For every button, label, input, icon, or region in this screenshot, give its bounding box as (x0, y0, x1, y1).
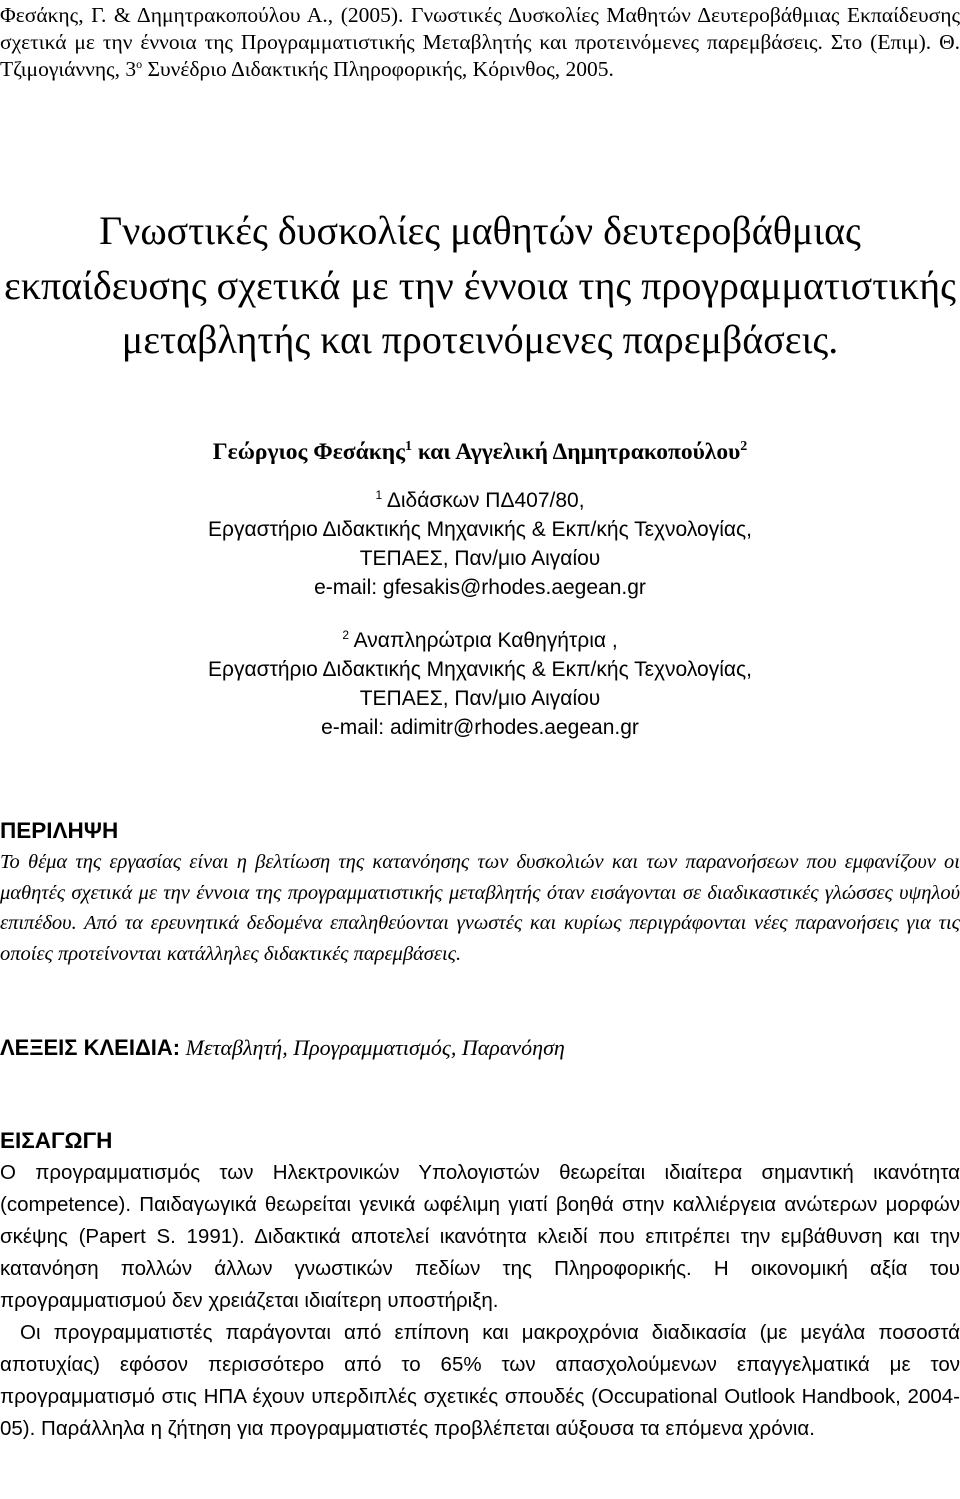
affiliation-1-superscript: 1 (375, 488, 383, 502)
citation-text-end: Συνέδριο Διδακτικής Πληροφορικής, Κόρινθος, 2005. (142, 57, 614, 81)
keywords-values: Μεταβλητή, Προγραμματισμός, Παρανόηση (180, 1035, 565, 1060)
keywords-label: ΛΕΞΕΙΣ ΚΛΕΙΔΙΑ: (0, 1035, 181, 1060)
paper-title: Γνωστικές δυσκολίες μαθητών δευτεροβάθμιας εκπαίδευσης σχετικά με την έννοια της προγραμματιστικής μεταβλητής και προτεινόμενες παρεμβάσεις. (4, 208, 956, 362)
author-line (0, 437, 960, 467)
affiliation-1-role-text: Διδάσκων ΠΔ407/80, (382, 489, 585, 512)
affiliation-1-institution: ΤΕΠΑΕΣ, Παν/μιο Αιγαίου (359, 547, 601, 570)
abstract-heading: ΠΕΡΙΛΗΨΗ (0, 818, 119, 843)
affiliation-2-role (0, 626, 960, 655)
affiliation-2-superscript: 2 (342, 628, 349, 642)
author-1-superscript: 1 (405, 439, 413, 455)
introduction-paragraph-1: Ο προγραμματισμός των Ηλεκτρονικών Υπολογιστών θεωρείται ιδιαίτερα σημαντική ικανότητα (competence). Παιδαγωγικά θεωρείται γενικά ωφέλιμη γιατί βοηθά στην καλλιέργεια ανώτερων μορφών σκέψης (Papert S. 1991). Διδακτικά αποτελεί ικανότητα κλειδί που επιτρέπει την εμβάθυνση και την κατανόηση πολλών άλλων γνωστικών πεδίων της Πληροφορικής. Η οικονομική αξία του προγραμματισμού δεν χρειάζεται ιδιαίτερη υποστήριξη. (0, 1161, 960, 1312)
affiliation-2-institution: ΤΕΠΑΕΣ, Παν/μιο Αιγαίου (359, 687, 601, 710)
affiliation-1 (0, 486, 960, 602)
author-1-name: Γεώργιος Φεσάκης (212, 439, 406, 465)
citation-superscript: ο (136, 56, 143, 71)
affiliation-2-lab: Εργαστήριο Διδακτικής Μηχανικής & Εκπ/κής Τεχνολογίας, (208, 658, 752, 681)
author-2-name: Αγγελική Δημητρακοπούλου (455, 439, 741, 465)
affiliation-1-role (0, 486, 960, 515)
introduction-heading: ΕΙΣΑΓΩΓΗ (0, 1128, 113, 1153)
citation-header (0, 2, 960, 83)
author-connector: και (412, 439, 456, 465)
citation-text: Φεσάκης, Γ. & Δημητρακοπούλου Α., (2005). Γνωστικές Δυσκολίες Μαθητών Δευτεροβάθμιας Εκπαίδευσης σχετικά με την έννοια της Προγραμματιστικής Μεταβλητής και προτεινόμενες παρεμβάσεις. Στο (Επιμ). Θ. Τζιμογιάννης, 3 (0, 3, 960, 81)
affiliation-1-lab: Εργαστήριο Διδακτικής Μηχανικής & Εκπ/κής Τεχνολογίας, (208, 518, 752, 541)
author-2-superscript: 2 (740, 439, 748, 455)
abstract-text: Το θέμα της εργασίας είναι η βελτίωση της κατανόησης των δυσκολιών και των παρανοήσεων που εμφανίζουν οι μαθητές σχετικά με την έννοια της προγραμματιστικής μεταβλητής όταν εισάγονται σε διαδικαστικές γλώσσες υψηλού επιπέδου. Από τα ερευνητικά δεδομένα επαληθεύονται γνωστές και κυρίως περιγράφονται νέες παρανοήσεις για τις οποίες προτείνονται κατάλληλες διδακτικές παρεμβάσεις. (0, 851, 960, 965)
affiliation-1-email: e-mail: gfesakis@rhodes.aegean.gr (314, 576, 646, 599)
keywords-line (0, 1034, 960, 1062)
affiliation-2 (0, 626, 960, 742)
affiliation-2-role-text: Αναπληρώτρια Καθηγήτρια , (349, 629, 618, 652)
affiliation-2-email: e-mail: adimitr@rhodes.aegean.gr (321, 716, 639, 739)
introduction-body (0, 1157, 960, 1445)
introduction-paragraph-2: Οι προγραμματιστές παράγονται από επίπονη και μακροχρόνια διαδικασία (με μεγάλα ποσοστά αποτυχίας) εφόσον περισσότερο από το 65% των απασχολούμενων επαγγελματικά με τον προγραμματισμό στις ΗΠΑ έχουν υπερδιπλές σχετικές σπουδές (Occupational Outlook Handbook, 2004-05). Παράλληλα η ζήτηση για προγραμματιστές προβλέπεται αύξουσα τα επόμενα χρόνια. (0, 1321, 960, 1440)
